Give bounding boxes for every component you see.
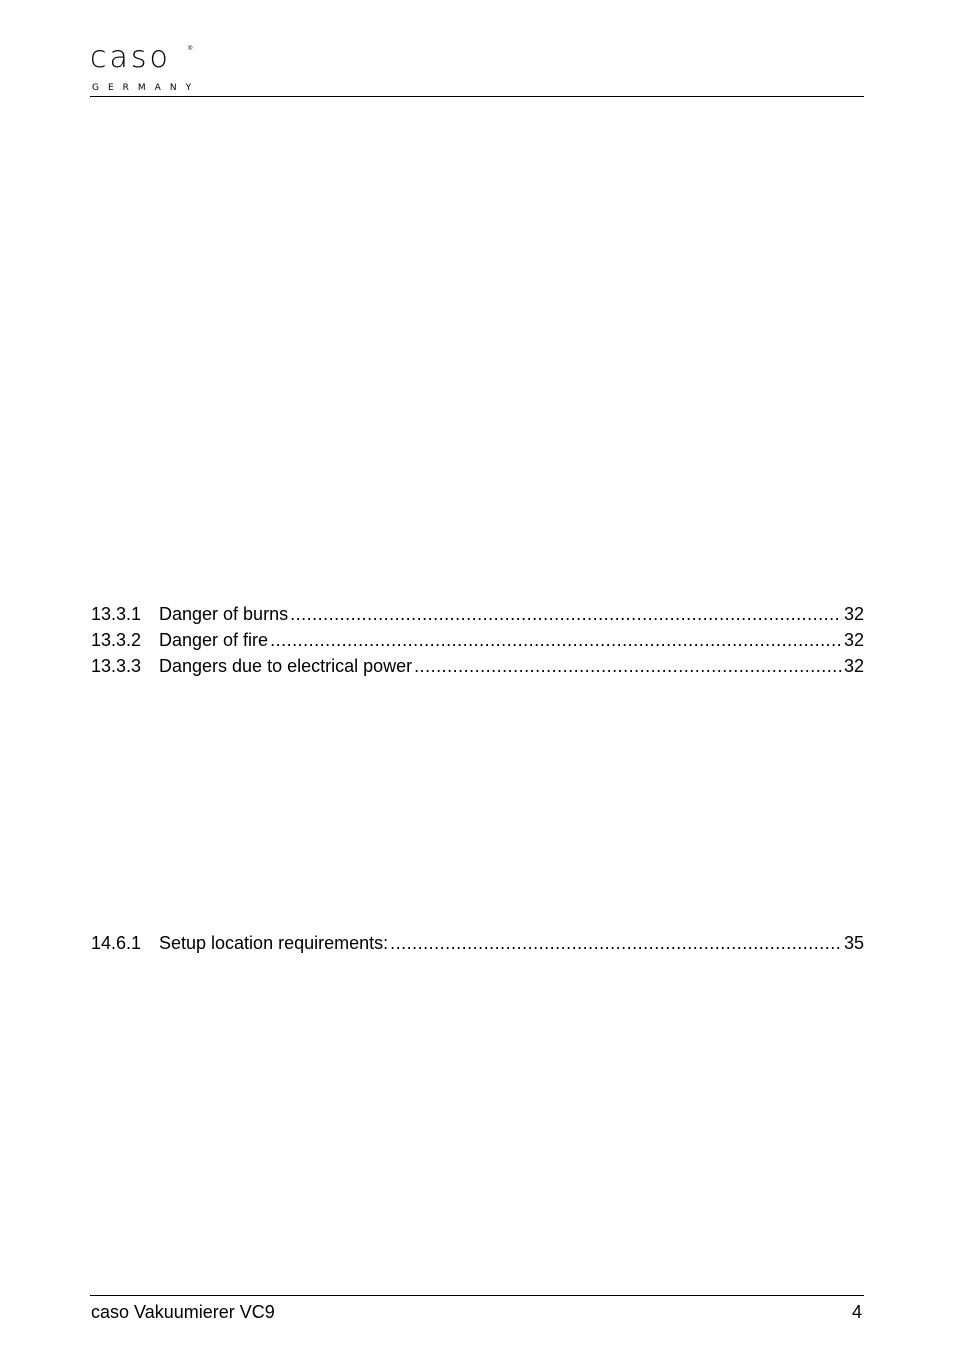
header-rule [90,96,864,97]
toc-entry-number: 14.6.1 [91,933,142,953]
toc-entry[interactable] [91,930,864,956]
footer-rule [90,1295,864,1296]
footer-product-name: caso Vakuumierer VC9 [91,1302,275,1322]
toc-entry-title: Setup location requirements: [159,933,389,953]
toc-leader-dots [270,627,842,653]
toc-entry-title: Dangers due to electrical power [159,656,413,676]
footer-page-number: 4 [851,1302,862,1322]
toc-entry-page: 35 [843,933,864,953]
toc-entry-number: 13.3.2 [91,630,142,650]
toc-entry-title: Danger of burns [159,604,289,624]
logo-subtitle: GERMANY [92,83,201,93]
toc-section-14-6 [91,930,864,956]
toc-entry-title: Danger of fire [159,630,269,650]
toc-entry[interactable] [91,653,864,679]
logo-registered-mark: ® [188,46,193,52]
logo-wordmark: caso [90,40,171,75]
caso-logo [78,34,208,104]
toc-leader-dots [290,601,842,627]
toc-entry[interactable] [91,601,864,627]
toc-entry-page: 32 [843,656,864,676]
toc-entry-number: 13.3.3 [91,656,142,676]
toc-leader-dots [414,653,842,679]
toc-entry-number: 13.3.1 [91,604,142,624]
toc-leader-dots [390,930,842,956]
toc-entry[interactable] [91,627,864,653]
toc-entry-page: 32 [843,604,864,624]
toc-entry-page: 32 [843,630,864,650]
toc-section-13-3 [91,601,864,679]
